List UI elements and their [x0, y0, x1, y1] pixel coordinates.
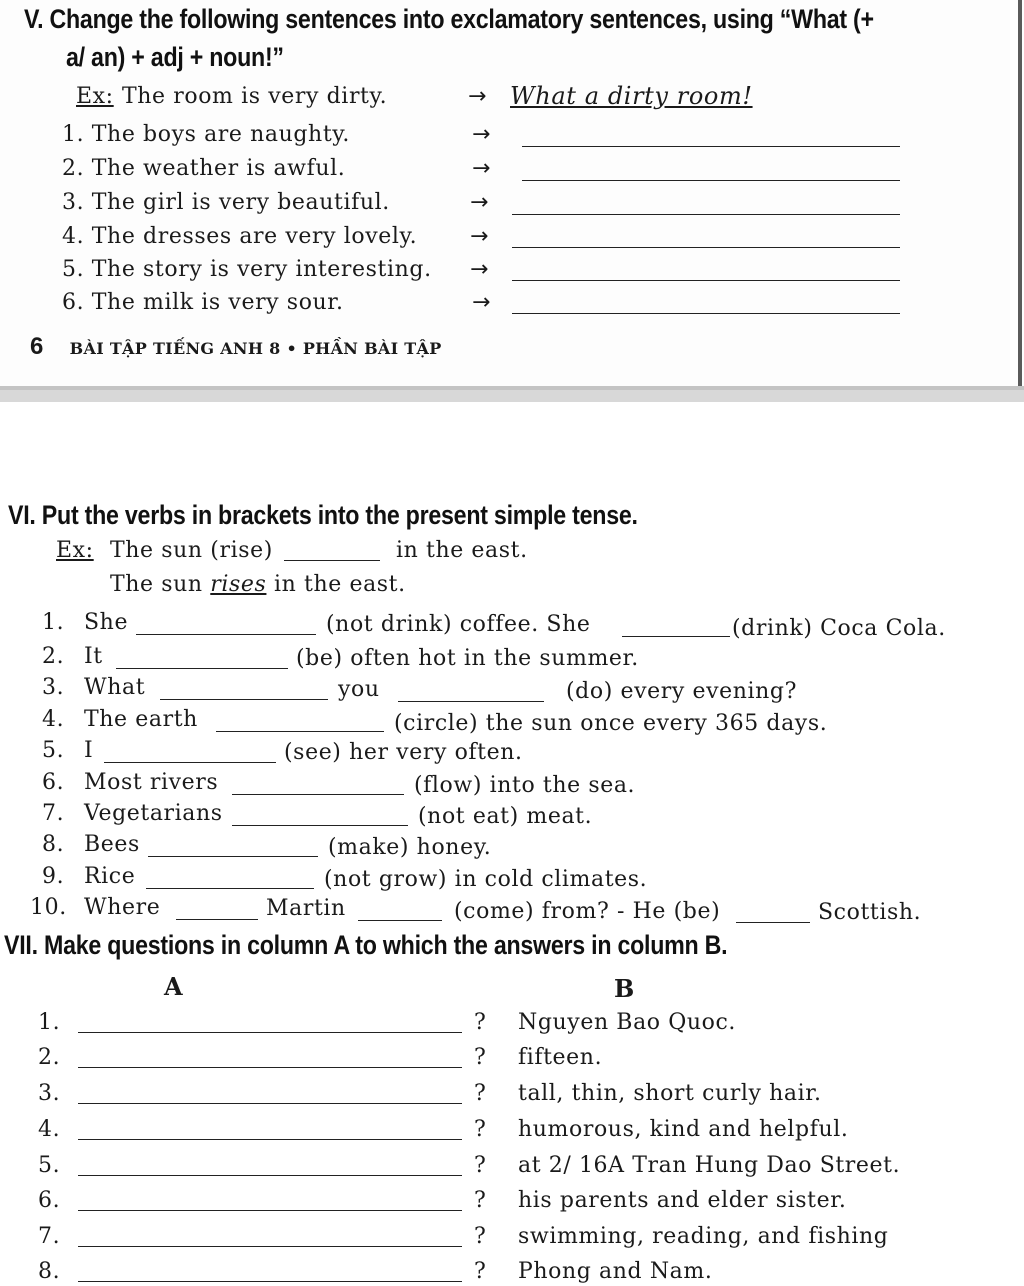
section-v-title-line2: a/ an) + adj + noun!” — [66, 42, 284, 72]
answer-blank[interactable] — [512, 214, 900, 215]
verb-item-8-text: (make) honey. — [328, 835, 492, 860]
question-item-number: 8. — [38, 1259, 61, 1284]
verb-item-4-number: 4. — [42, 707, 65, 732]
verb-item-6-text: Most rivers — [84, 770, 219, 795]
verb-item-1-number: 1. — [42, 610, 65, 635]
question-blank[interactable] — [78, 1067, 462, 1068]
verb-item-2-number: 2. — [42, 644, 65, 669]
verb-blank[interactable] — [160, 699, 328, 700]
verb-blank[interactable] — [232, 825, 408, 826]
verb-blank[interactable] — [358, 920, 442, 921]
answer-blank[interactable] — [512, 247, 900, 248]
verb-blank[interactable] — [216, 731, 384, 732]
answer-blank[interactable] — [522, 180, 900, 181]
verb-item-4-text: The earth — [84, 707, 198, 732]
question-blank[interactable] — [78, 1032, 462, 1033]
arrow-icon: → — [470, 224, 489, 249]
question-mark: ? — [474, 1188, 487, 1213]
verb-item-1-text: She — [84, 610, 129, 635]
question-blank[interactable] — [78, 1103, 462, 1104]
question-mark: ? — [474, 1259, 487, 1284]
verb-item-4-text: (circle) the sun once every 365 days. — [394, 711, 828, 736]
arrow-icon: → — [472, 122, 491, 147]
verb-item-10-text: Scottish. — [818, 900, 922, 925]
section-vi-title: VI. Put the verbs in brackets into the present simple tense. — [8, 500, 638, 530]
page-number: 6 — [30, 333, 44, 360]
worksheet-page-bottom — [0, 402, 1024, 1286]
question-mark: ? — [474, 1117, 487, 1142]
book-title: BÀI TẬP TIẾNG ANH 8 • PHẦN BÀI TẬP — [69, 339, 442, 358]
verb-blank[interactable] — [398, 701, 544, 702]
answer-blank[interactable] — [512, 280, 900, 281]
example-sentence: The sun (rise) — [110, 538, 273, 563]
exclamation-item-5: 5. The story is very interesting. — [62, 257, 432, 282]
verb-blank[interactable] — [176, 919, 258, 920]
answer-text: fifteen. — [518, 1045, 603, 1070]
verb-blank[interactable] — [104, 762, 276, 763]
verb-item-5-text: (see) her very often. — [284, 740, 523, 765]
verb-blank[interactable] — [136, 634, 316, 635]
arrow-icon: → — [472, 156, 491, 181]
verb-item-6-text: (flow) into the sea. — [414, 773, 636, 798]
example-answer: What a dirty room! — [510, 82, 753, 110]
question-blank[interactable] — [78, 1210, 462, 1211]
question-item-number: 2. — [38, 1045, 61, 1070]
verb-item-1-text: (drink) Coca Cola. — [732, 616, 946, 641]
section-v-title-line1: V. Change the following sentences into exclamatory sentences, using “What (+ — [24, 4, 874, 34]
example-answer: The sun rises in the east. — [110, 572, 406, 597]
verb-item-3-text: What — [84, 675, 146, 700]
exclamation-item-2: 2. The weather is awful. — [62, 156, 346, 181]
column-a-header: A — [164, 972, 183, 1001]
question-item-number: 3. — [38, 1081, 61, 1106]
question-blank[interactable] — [78, 1175, 462, 1176]
verb-blank[interactable] — [232, 794, 404, 795]
question-mark: ? — [474, 1081, 487, 1106]
verb-item-3-text: (do) every evening? — [566, 679, 798, 704]
verb-blank[interactable] — [146, 888, 314, 889]
verb-item-2-text: It — [84, 644, 103, 669]
verb-item-10-text: Where — [84, 895, 161, 920]
exclamation-item-6: 6. The milk is very sour. — [62, 290, 344, 315]
question-item-number: 5. — [38, 1153, 61, 1178]
verb-item-9-text: (not grow) in cold climates. — [324, 867, 648, 892]
example-label: Ex: — [76, 84, 114, 109]
example-sentence-end: in the east. — [396, 538, 528, 563]
exclamation-item-3: 3. The girl is very beautiful. — [62, 190, 390, 215]
question-item-number: 6. — [38, 1188, 61, 1213]
question-item-number: 4. — [38, 1117, 61, 1142]
arrow-icon: → — [472, 290, 491, 315]
verb-item-9-text: Rice — [84, 864, 136, 889]
arrow-icon: → — [468, 84, 487, 109]
page-footer — [30, 333, 442, 361]
verb-item-10-number: 10. — [30, 895, 67, 920]
example-blank — [284, 560, 380, 561]
verb-item-8-number: 8. — [42, 832, 65, 857]
question-item-number: 1. — [38, 1010, 61, 1035]
answer-text: at 2/ 16A Tran Hung Dao Street. — [518, 1153, 901, 1178]
verb-item-10-text: (come) from? - He (be) — [454, 899, 721, 924]
verb-item-3-text: you — [338, 677, 380, 702]
example-label: Ex: — [56, 538, 94, 563]
question-mark: ? — [474, 1045, 487, 1070]
question-mark: ? — [474, 1153, 487, 1178]
verb-item-8-text: Bees — [84, 832, 140, 857]
verb-item-10-text: Martin — [266, 896, 346, 921]
verb-item-2-text: (be) often hot in the summer. — [296, 646, 639, 671]
verb-item-1-text: (not drink) coffee. She — [326, 612, 591, 637]
verb-item-7-text: Vegetarians — [84, 801, 223, 826]
verb-item-3-number: 3. — [42, 675, 65, 700]
verb-item-5-number: 5. — [42, 738, 65, 763]
answer-text: humorous, kind and helpful. — [518, 1117, 849, 1142]
verb-blank[interactable] — [736, 922, 810, 923]
answer-text: Nguyen Bao Quoc. — [518, 1010, 736, 1035]
question-blank[interactable] — [78, 1139, 462, 1140]
verb-item-9-number: 9. — [42, 864, 65, 889]
answer-blank[interactable] — [522, 146, 900, 147]
verb-blank[interactable] — [148, 856, 318, 857]
answer-text: Phong and Nam. — [518, 1259, 713, 1284]
verb-item-7-text: (not eat) meat. — [418, 804, 593, 829]
question-blank[interactable] — [78, 1246, 462, 1247]
question-blank[interactable] — [78, 1281, 462, 1282]
answer-text: his parents and elder sister. — [518, 1188, 847, 1213]
exclamation-item-1: 1. The boys are naughty. — [62, 122, 350, 147]
worksheet-page-top — [0, 0, 1024, 388]
arrow-icon: → — [470, 257, 489, 282]
verb-blank[interactable] — [622, 636, 730, 637]
question-item-number: 7. — [38, 1224, 61, 1249]
verb-item-6-number: 6. — [42, 770, 65, 795]
arrow-icon: → — [470, 190, 489, 215]
question-mark: ? — [474, 1010, 487, 1035]
verb-blank[interactable] — [116, 668, 288, 669]
page-edge — [1018, 0, 1022, 386]
column-b-header: B — [614, 974, 635, 1003]
answer-blank[interactable] — [512, 313, 900, 314]
exclamation-item-4: 4. The dresses are very lovely. — [62, 224, 418, 249]
example-sentence: The room is very dirty. — [122, 84, 388, 109]
answer-text: tall, thin, short curly hair. — [518, 1081, 822, 1106]
question-mark: ? — [474, 1224, 487, 1249]
verb-item-5-text: I — [84, 738, 94, 763]
section-vii-title: VII. Make questions in column A to which the answers in column B. — [4, 930, 728, 960]
verb-item-7-number: 7. — [42, 801, 65, 826]
answer-text: swimming, reading, and fishing — [518, 1224, 889, 1249]
